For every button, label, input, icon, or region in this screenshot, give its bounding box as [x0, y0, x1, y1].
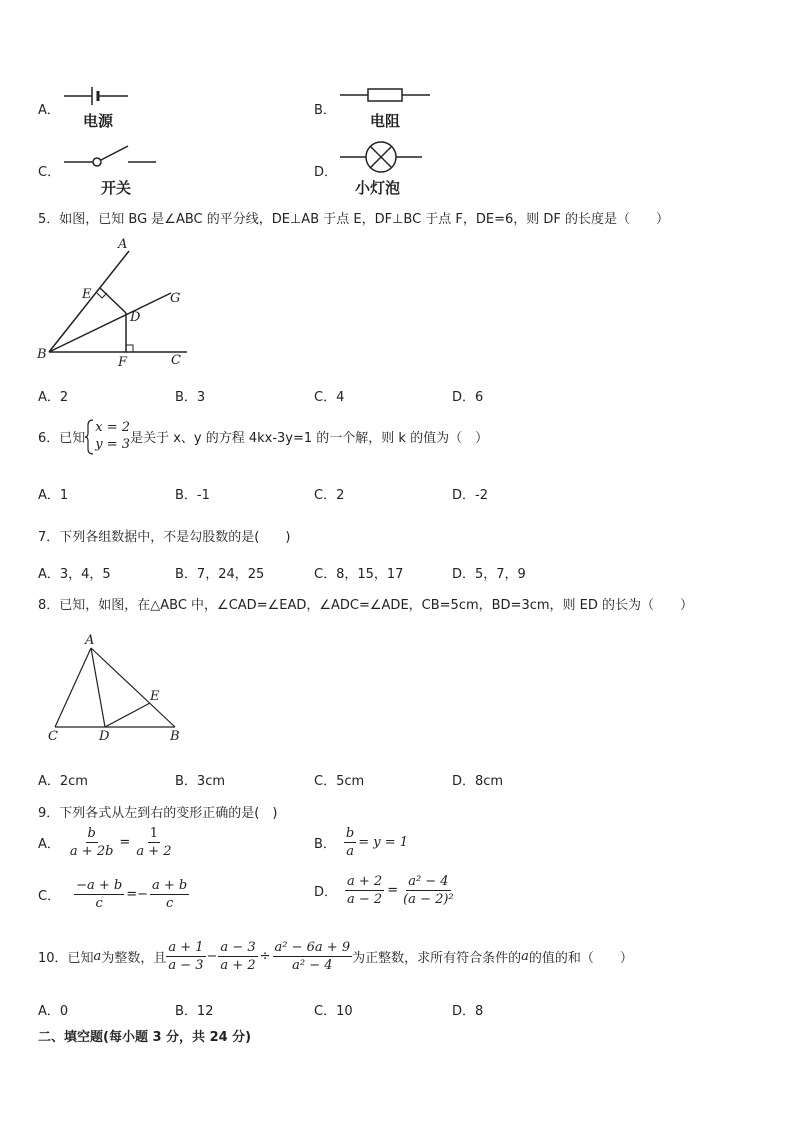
q7-option-c: C．8，15，17 [314, 567, 404, 582]
q9-d-equals: = [387, 883, 399, 898]
q10-option-d: D．8 [452, 1004, 484, 1019]
q9-option-a [38, 826, 174, 859]
battery-symbol-icon [62, 84, 134, 108]
q7-option-b: B．7，24，25 [175, 567, 265, 582]
q10-mid: 为整数，且 [101, 951, 167, 966]
q9-a-equals: = [119, 835, 131, 850]
q9-option-c-letter: C． [38, 889, 61, 904]
q4-option-c-caption: 开关 [101, 179, 132, 197]
q10-fraction-1: $\frac{a + 1}{a - 3}$ [168, 940, 204, 973]
switch-symbol-icon [62, 142, 160, 168]
q4-option-b-letter: B． [314, 103, 336, 118]
q10-minus: − [206, 949, 218, 964]
q9-option-b [314, 826, 408, 859]
q6-option-b: B．-1 [175, 488, 210, 503]
q5-label-c: C [171, 353, 181, 368]
q9-c-right-fraction: $\frac{a + b}{c}$ [152, 878, 188, 911]
q10-var-a: a [93, 949, 102, 964]
q8-stem: 8．已知，如图，在△ABC 中，∠CAD=∠EAD，∠ADC=∠ADE，CB=5cm，BD=3cm，则 ED 的长为（ ） [38, 598, 694, 613]
q9-option-b-letter: B． [314, 837, 336, 852]
q10-var-a-2: a [521, 949, 529, 964]
q9-option-d-letter: D． [314, 885, 338, 900]
q5-option-d: D．6 [452, 390, 484, 405]
q4-option-a-caption: 电源 [83, 112, 114, 130]
q8-option-d: D．8cm [452, 774, 504, 789]
q8-label-d: D [99, 729, 110, 744]
q10-divide: ÷ [259, 949, 271, 964]
q10-option-b: B．12 [175, 1004, 214, 1019]
q6-option-a: A．1 [38, 488, 69, 503]
q8-option-b: B．3cm [175, 774, 226, 789]
q5-angle-bisector-figure [30, 232, 200, 374]
q5-option-c: C．4 [314, 390, 345, 405]
q6-option-d: D．-2 [452, 488, 488, 503]
q7-stem: 7．下列各组数据中，不是勾股数的是( ) [38, 530, 291, 545]
q5-stem: 5．如图，已知 BG 是∠ABC 的平分线，DE⊥AB 于点 E，DF⊥BC 于点 F，DE=6，则 DF 的长度是（ ） [38, 212, 670, 227]
q5-label-e: E [82, 287, 92, 302]
q5-option-a: A．2 [38, 390, 69, 405]
q9-option-c [38, 878, 189, 911]
q9-stem: 9．下列各式从左到右的变形正确的是( ) [38, 806, 278, 821]
q5-label-g: G [170, 291, 181, 306]
q9-a-left-fraction: $\frac{b}{a + 2b}$ [69, 826, 114, 859]
q10-option-a: A．0 [38, 1004, 69, 1019]
q5-label-d: D [130, 310, 141, 325]
q9-c-left-fraction: $\frac{-a + b}{c}$ [76, 878, 123, 911]
q9-d-left-fraction: $\frac{a + 2}{a - 2}$ [347, 874, 383, 907]
q9-b-fraction: $\frac{b}{a}$ [345, 826, 355, 859]
q8-option-a: A．2cm [38, 774, 88, 789]
q4-option-b-caption: 电阻 [370, 112, 401, 130]
q9-b-rest: = y = 1 [358, 835, 409, 850]
q8-label-a: A [85, 633, 95, 648]
q5-label-f: F [118, 355, 128, 370]
q10-suffix-2: 的值的和（ ） [528, 951, 633, 966]
q9-option-a-letter: A． [38, 837, 60, 852]
resistor-symbol-icon [338, 84, 434, 106]
q4-option-d-caption: 小灯泡 [355, 179, 401, 197]
q10-option-c: C．10 [314, 1004, 353, 1019]
q8-option-c: C．5cm [314, 774, 365, 789]
left-brace-icon [85, 419, 94, 455]
q9-a-right-fraction: $\frac{1}{a + 2}$ [136, 826, 172, 859]
q10-prefix: 10．已知 [38, 951, 94, 966]
q6-stem [38, 419, 488, 453]
q6-option-c: C．2 [314, 488, 345, 503]
q4-option-a-letter: A． [38, 103, 60, 118]
q7-option-a: A．3，4，5 [38, 567, 111, 582]
q6-equation-y: y = 3 [95, 437, 131, 452]
q8-triangle-figure [44, 632, 189, 744]
q9-d-right-fraction: $\frac{\text{a² − 4}}{\text{(a − 2)²}}$ [403, 874, 454, 907]
section-2-heading: 二、填空题(每小题 3 分，共 24 分) [38, 1030, 252, 1045]
q5-label-b: B [37, 347, 47, 362]
q8-label-b: B [170, 729, 180, 744]
q7-option-d: D．5，7，9 [452, 567, 526, 582]
q10-suffix-1: 为正整数，求所有符合条件的 [352, 951, 522, 966]
q9-c-equals: =− [126, 887, 148, 902]
q6-suffix: 是关于 x、y 的方程 4kx-3y=1 的一个解，则 k 的值为（ ） [130, 430, 489, 446]
q10-stem [38, 940, 633, 973]
q5-label-a: A [118, 237, 128, 252]
q9-option-d [314, 874, 456, 907]
q10-fraction-2: $\frac{a - 3}{a + 2}$ [220, 940, 256, 973]
q8-label-c: C [48, 729, 58, 744]
q5-option-b: B．3 [175, 390, 206, 405]
q6-prefix: 6．已知 [38, 430, 86, 446]
q4-option-d-letter: D． [314, 165, 338, 180]
q10-fraction-3: $\frac{\text{a² − 6a + 9}}{\text{a² − 4}}$ [274, 940, 351, 973]
q6-equation-system [85, 419, 130, 453]
q8-label-e: E [150, 689, 160, 704]
q4-option-c-letter: C． [38, 165, 61, 180]
lamp-symbol-icon [338, 140, 424, 174]
q6-equation-x: x = 2 [95, 420, 131, 435]
